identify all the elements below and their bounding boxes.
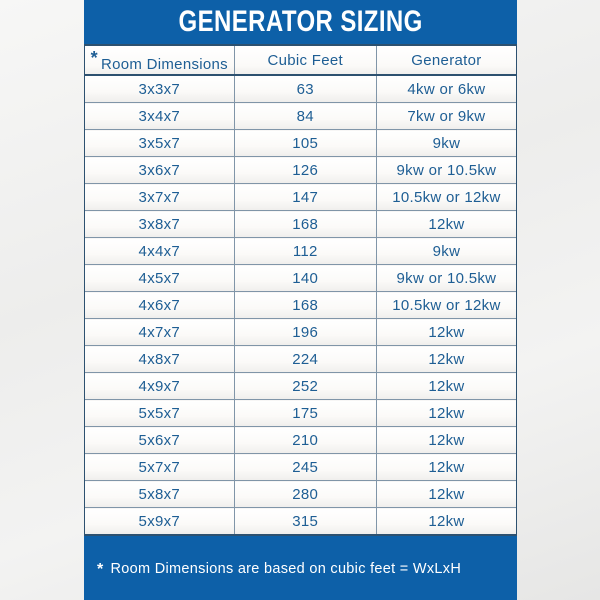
table-row (85, 211, 516, 238)
table-cell: 9kw or 10.5kw (376, 157, 516, 184)
table-row (85, 103, 516, 130)
sizing-table-container (84, 44, 517, 536)
page-title: GENERATOR SIZING (178, 5, 423, 38)
table-cell: 4x4x7 (85, 238, 234, 265)
footnote-text: Room Dimensions are based on cubic feet = WxLxH (110, 561, 462, 577)
table-row (85, 400, 516, 427)
table-cell: 4x5x7 (85, 265, 234, 292)
table-cell: 112 (234, 238, 376, 265)
table-cell: 12kw (376, 481, 516, 508)
table-row (85, 319, 516, 346)
sizing-table (85, 46, 516, 534)
table-cell: 5x5x7 (85, 400, 234, 427)
table-cell: 4x7x7 (85, 319, 234, 346)
table-cell: 224 (234, 346, 376, 373)
table-body (85, 75, 516, 534)
title-band (84, 0, 517, 44)
table-cell: 9kw or 10.5kw (376, 265, 516, 292)
table-cell: 147 (234, 184, 376, 211)
table-cell: 140 (234, 265, 376, 292)
table-cell: 196 (234, 319, 376, 346)
table-cell: 7kw or 9kw (376, 103, 516, 130)
table-cell: 3x8x7 (85, 211, 234, 238)
table-cell: 3x5x7 (85, 130, 234, 157)
table-cell: 5x6x7 (85, 427, 234, 454)
table-cell: 3x6x7 (85, 157, 234, 184)
table-row (85, 75, 516, 103)
col-header-generator: Generator (376, 46, 516, 75)
table-row (85, 292, 516, 319)
footnote-band (84, 536, 517, 600)
table-row (85, 454, 516, 481)
table-row (85, 481, 516, 508)
table-cell: 168 (234, 211, 376, 238)
table-cell: 12kw (376, 373, 516, 400)
table-cell: 105 (234, 130, 376, 157)
table-cell: 210 (234, 427, 376, 454)
table-cell: 168 (234, 292, 376, 319)
table-cell: 12kw (376, 400, 516, 427)
table-cell: 4kw or 6kw (376, 75, 516, 103)
table-row (85, 238, 516, 265)
table-cell: 12kw (376, 454, 516, 481)
table-cell: 12kw (376, 319, 516, 346)
table-cell: 12kw (376, 427, 516, 454)
table-cell: 245 (234, 454, 376, 481)
table-cell: 175 (234, 400, 376, 427)
table-cell: 252 (234, 373, 376, 400)
asterisk-marker: * (97, 561, 104, 578)
table-row (85, 346, 516, 373)
table-cell: 5x8x7 (85, 481, 234, 508)
table-cell: 315 (234, 508, 376, 535)
table-row (85, 427, 516, 454)
table-cell: 3x7x7 (85, 184, 234, 211)
table-row (85, 130, 516, 157)
table-cell: 12kw (376, 508, 516, 535)
table-cell: 4x8x7 (85, 346, 234, 373)
table-cell: 280 (234, 481, 376, 508)
table-cell: 12kw (376, 211, 516, 238)
col-header-room-dimensions (85, 46, 234, 75)
header-row (85, 46, 516, 75)
table-cell: 10.5kw or 12kw (376, 184, 516, 211)
table-row (85, 373, 516, 400)
asterisk-marker: * (90, 47, 98, 68)
table-cell: 10.5kw or 12kw (376, 292, 516, 319)
table-cell: 4x6x7 (85, 292, 234, 319)
table-row (85, 184, 516, 211)
table-cell: 5x9x7 (85, 508, 234, 535)
table-cell: 9kw (376, 238, 516, 265)
table-row (85, 265, 516, 292)
table-cell: 126 (234, 157, 376, 184)
table-row (85, 157, 516, 184)
table-cell: 63 (234, 75, 376, 103)
table-cell: 4x9x7 (85, 373, 234, 400)
col-header-cubic-feet: Cubic Feet (234, 46, 376, 75)
table-cell: 3x4x7 (85, 103, 234, 130)
generator-sizing-card (84, 0, 517, 600)
table-cell: 3x3x7 (85, 75, 234, 103)
table-row (85, 508, 516, 535)
col-header-room-dimensions-label: Room Dimensions (100, 55, 228, 73)
table-cell: 9kw (376, 130, 516, 157)
table-cell: 12kw (376, 346, 516, 373)
table-cell: 84 (234, 103, 376, 130)
table-cell: 5x7x7 (85, 454, 234, 481)
